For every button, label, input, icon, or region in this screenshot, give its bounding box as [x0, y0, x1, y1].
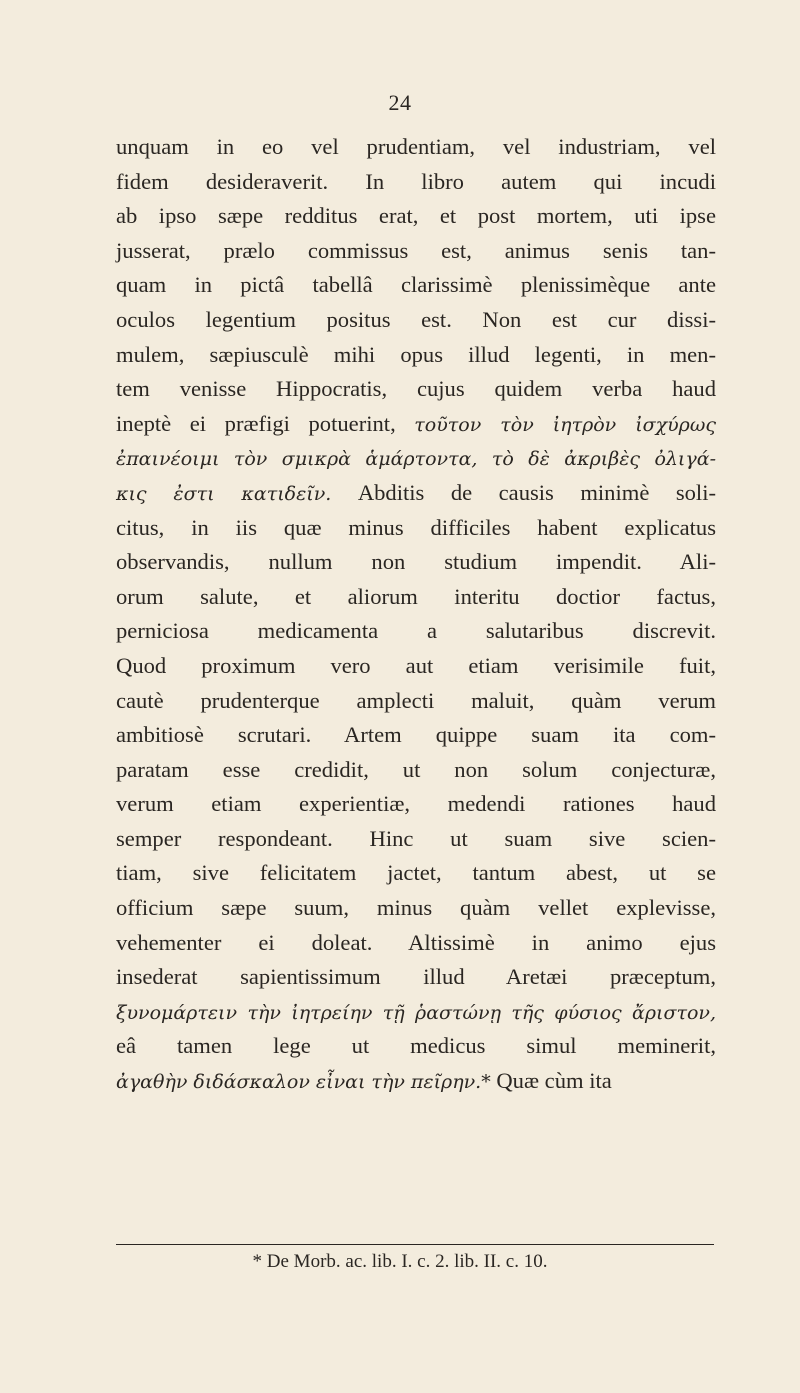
text-line [116, 580, 716, 615]
text-line [116, 753, 716, 788]
latin-text: tiam, sive felicitatem jactet, tantum abest, ut se [116, 860, 716, 886]
latin-text: observandis, nullum non studium impendit. Ali- [116, 549, 716, 575]
latin-text: citus, in iis quæ minus difficiles habent explicatus [116, 514, 716, 540]
text-line [116, 891, 716, 926]
text-line [116, 545, 716, 580]
text-line [116, 787, 716, 822]
text-line [116, 199, 716, 234]
footnote: * De Morb. ac. lib. I. c. 2. lib. II. c. 10. [252, 1251, 548, 1272]
latin-text: cautè prudenterque amplecti maluit, quàm verum [116, 687, 716, 713]
text-line [116, 856, 716, 891]
text-line [116, 303, 716, 338]
footnote-rule [116, 1244, 714, 1245]
latin-text: oculos legentium positus est. Non est cur dissi- [116, 306, 716, 332]
latin-text: Quod proximum vero aut etiam verisimile fuit, [116, 652, 716, 678]
latin-text: semper respondeant. Hinc ut suam sive scien- [116, 825, 716, 851]
text-line [116, 614, 716, 649]
text-line [116, 407, 716, 442]
text-line [116, 684, 716, 719]
text-line [116, 511, 716, 546]
latin-text: Abditis de causis minimè soli- [331, 479, 716, 505]
page-number: 24 [388, 90, 412, 115]
latin-text: fidem desideraverit. In libro autem qui incudi [116, 168, 716, 194]
latin-text: ab ipso sæpe redditus erat, et post mortem, uti ipse [116, 203, 716, 229]
latin-text: officium sæpe suum, minus quàm vellet explevisse, [116, 895, 716, 921]
text-line [116, 960, 716, 995]
text-line [116, 165, 716, 200]
latin-text: ineptè ei præfigi potuerint, [116, 410, 415, 436]
text-line [116, 822, 716, 857]
latin-text: insederat sapientissimum illud Aretæi præceptum, [116, 964, 716, 990]
latin-text: eâ tamen lege ut medicus simul meminerit, [116, 1033, 716, 1059]
text-line [116, 338, 716, 373]
text-line [116, 926, 716, 961]
text-line [116, 649, 716, 684]
greek-quotation: ἀγαθὴν διδάσκαλον εἶναι τὴν πεῖρην.* [116, 1071, 491, 1094]
greek-quotation: κις ἐστι κατιδεῖν. [116, 482, 332, 505]
latin-text: perniciosa medicamenta a salutaribus discrevit. [116, 618, 716, 644]
greek-quotation: ἐπαινέοιμι τὸν σμικρὰ ἁμάρτοντα, τὸ δὲ ἀκριβὲς ὀλιγά- [116, 448, 716, 471]
text-line [116, 476, 716, 511]
text-line [116, 234, 716, 269]
text-line [116, 130, 716, 165]
body-text [116, 130, 716, 1099]
latin-text: unquam in eo vel prudentiam, vel industriam, vel [116, 134, 716, 159]
latin-text: tem venisse Hippocratis, cujus quidem verba haud [116, 376, 716, 402]
text-line [116, 268, 716, 303]
latin-text: paratam esse credidit, ut non solum conjecturæ, [116, 756, 716, 782]
latin-text: vehementer ei doleat. Altissimè in animo ejus [116, 929, 716, 955]
greek-quotation: τοῦτον τὸν ἰητρὸν ἰσχύρως [414, 413, 716, 436]
latin-text: ambitiosè scrutari. Artem quippe suam ita com- [116, 722, 716, 748]
text-line [116, 1029, 716, 1064]
text-line [116, 441, 716, 476]
text-line [116, 995, 716, 1030]
latin-text: mulem, sæpiusculè mihi opus illud legenti, in men- [116, 341, 716, 367]
text-line [116, 372, 716, 407]
text-line [116, 1064, 716, 1099]
greek-quotation: ξυνομάρτειν τὴν ἰητρείην τῇ ῥαστώνῃ τῆς φύσιος ἄριστον, [116, 1001, 716, 1024]
latin-text: orum salute, et aliorum interitu doctior factus, [116, 583, 716, 609]
latin-text: verum etiam experientiæ, medendi rationes haud [116, 791, 716, 817]
latin-text: jusserat, prælo commissus est, animus senis tan- [116, 237, 716, 263]
latin-text: quam in pictâ tabellâ clarissimè plenissimèque ante [116, 272, 716, 298]
latin-text: Quæ cùm ita [490, 1068, 612, 1094]
text-line [116, 718, 716, 753]
